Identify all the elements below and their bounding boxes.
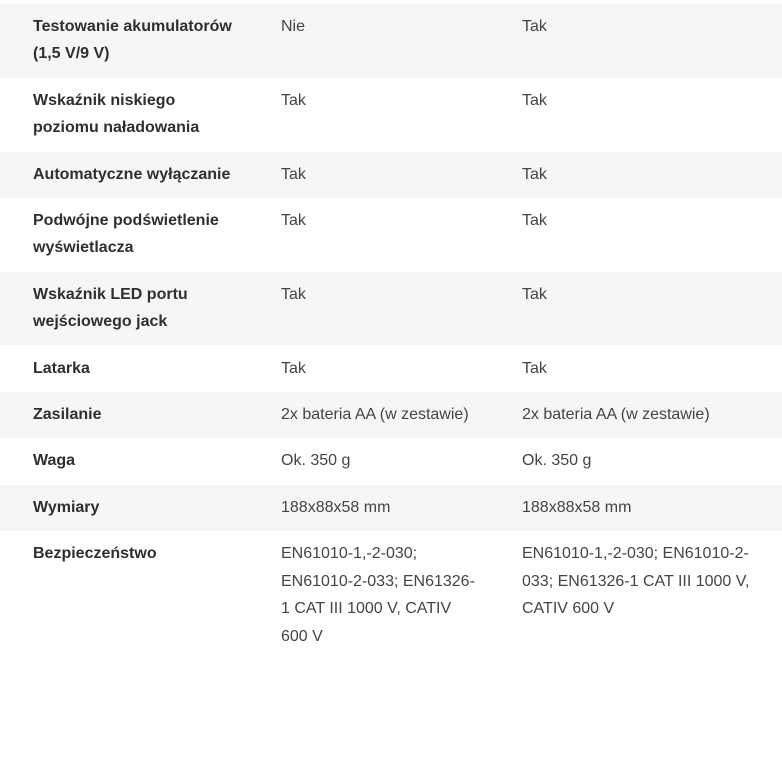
row-value-1: Ok. 350 g xyxy=(281,452,351,470)
row-value-2: 188x88x58 mm xyxy=(522,498,632,516)
row-value-1: 188x88x58 mm xyxy=(281,498,391,516)
row-value-2: Tak xyxy=(522,165,547,183)
table-row xyxy=(0,531,782,660)
row-label: Wskaźnik LED portu wejściowego jack xyxy=(33,285,188,331)
row-label: Latarka xyxy=(33,359,90,377)
table-row xyxy=(0,346,782,392)
row-value-1: Tak xyxy=(281,285,306,303)
row-label: Zasilanie xyxy=(33,406,102,424)
row-value-2: Ok. 350 g xyxy=(522,452,592,470)
table-row xyxy=(0,152,782,198)
row-label: Wskaźnik niskiego poziomu naładowania xyxy=(33,91,200,137)
table-row xyxy=(0,4,782,78)
row-value-2: 2x bateria AA (w zestawie) xyxy=(522,406,710,424)
row-label: Bezpieczeństwo xyxy=(33,545,157,563)
row-value-1: EN61010-1,-2-030; EN61010-2-033; EN61326-1 CAT III 1000 V, CATIV 600 V xyxy=(281,545,475,645)
row-label: Testowanie akumulatorów (1,5 V/9 V) xyxy=(33,18,232,63)
row-value-2: Tak xyxy=(522,212,547,230)
row-value-1: Tak xyxy=(281,165,306,183)
table-row xyxy=(0,438,782,484)
row-value-2: EN61010-1,-2-030; EN61010-2-033; EN61326-1 CAT III 1000 V, CATIV 600 V xyxy=(522,545,750,618)
row-value-1: Tak xyxy=(281,359,306,377)
row-value-1: Nie xyxy=(281,18,306,35)
row-label: Wymiary xyxy=(33,498,100,516)
table-row xyxy=(0,392,782,438)
table-row xyxy=(0,485,782,531)
row-label: Automatyczne wyłączanie xyxy=(33,165,231,183)
row-value-1: Tak xyxy=(281,212,306,230)
row-value-2: Tak xyxy=(522,285,547,303)
spec-table xyxy=(0,4,782,660)
row-value-1: 2x bateria AA (w zestawie) xyxy=(281,406,469,424)
table-row xyxy=(0,198,782,272)
row-label: Podwójne podświetlenie wyświetlacza xyxy=(33,212,219,257)
table-row xyxy=(0,272,782,346)
row-value-1: Tak xyxy=(281,91,306,109)
row-value-2: Tak xyxy=(522,18,547,35)
row-value-2: Tak xyxy=(522,359,547,377)
table-row xyxy=(0,78,782,152)
row-label: Waga xyxy=(33,452,76,470)
row-value-2: Tak xyxy=(522,91,547,109)
